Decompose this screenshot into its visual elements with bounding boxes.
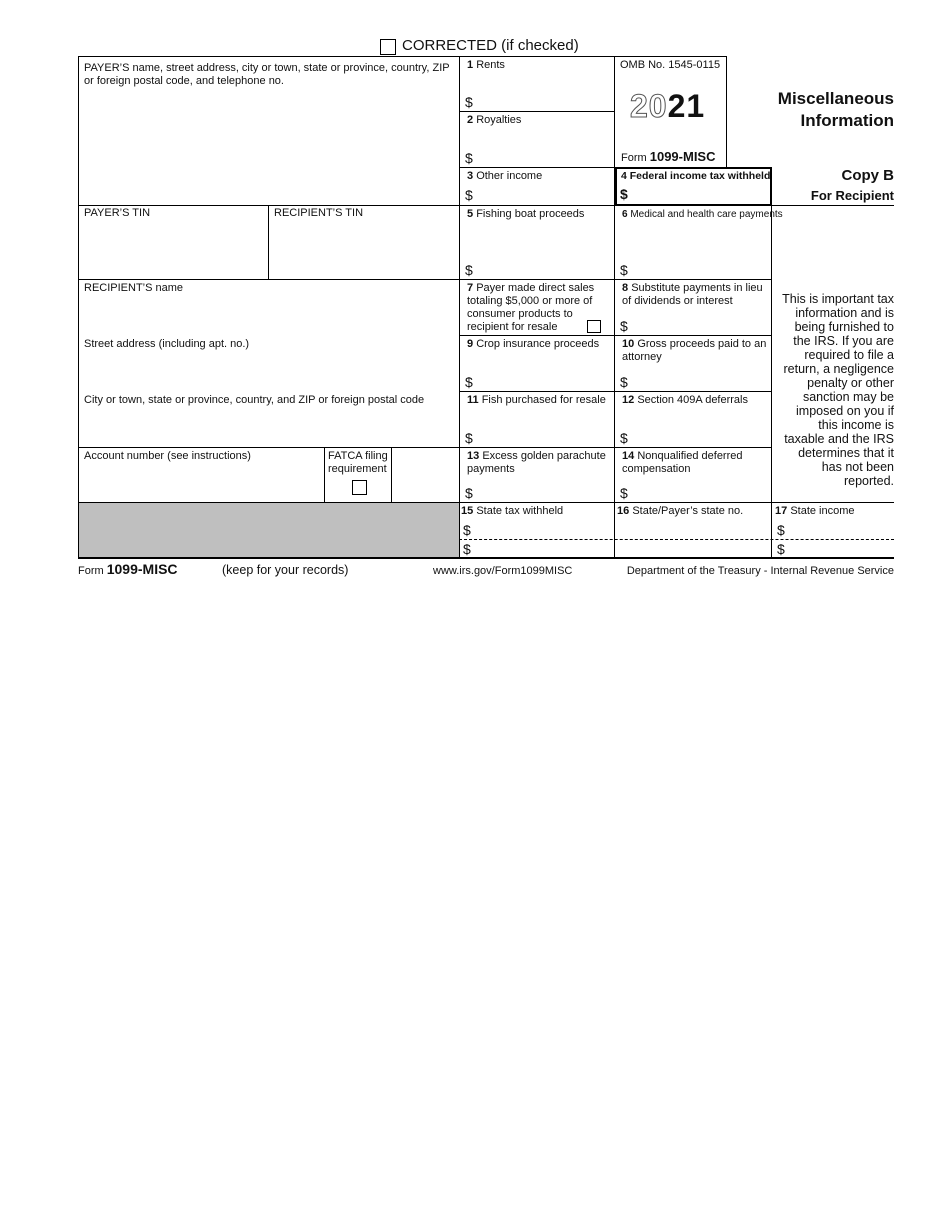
box17-amount-field-1[interactable] bbox=[790, 520, 894, 538]
box15-amount-field-2[interactable] bbox=[476, 540, 612, 556]
box11-label: 11 Fish purchased for resale bbox=[467, 394, 606, 406]
fatca-label: FATCA filing requirement bbox=[328, 450, 388, 475]
box17-dollar-1: $ bbox=[777, 522, 785, 538]
box8-dollar: $ bbox=[620, 318, 628, 334]
box1-label: 1 Rents bbox=[467, 59, 505, 71]
box10-dollar: $ bbox=[620, 374, 628, 390]
box12-label: 12 Section 409A deferrals bbox=[622, 394, 748, 406]
payer-name-label: PAYER’S name, street address, city or town, state or province, country, ZIP or foreign postal code, and telephone no. bbox=[84, 62, 450, 87]
footer-irs-url: www.irs.gov/Form1099MISC bbox=[433, 565, 573, 577]
box4-label: 4 Federal income tax withheld bbox=[621, 170, 771, 182]
box12-amount-field[interactable] bbox=[633, 426, 769, 446]
box5-dollar: $ bbox=[465, 262, 473, 278]
box7-checkbox[interactable] bbox=[587, 320, 601, 333]
corrected-checkbox[interactable] bbox=[380, 39, 396, 55]
box10-amount-field[interactable] bbox=[633, 370, 769, 390]
box13-label: 13 Excess golden parachute payments bbox=[467, 450, 606, 475]
box2-dollar: $ bbox=[465, 150, 473, 166]
box13-dollar: $ bbox=[465, 485, 473, 501]
box8-label: 8 Substitute payments in lieu of dividends or interest bbox=[622, 282, 763, 307]
footer-keep-records: (keep for your records) bbox=[222, 563, 349, 577]
box5-amount-field[interactable] bbox=[478, 258, 612, 278]
city-state-field[interactable] bbox=[80, 408, 458, 446]
account-number-label: Account number (see instructions) bbox=[84, 450, 251, 462]
recipient-tin-label: RECIPIENT’S TIN bbox=[274, 207, 364, 219]
box17-label: 17 State income bbox=[775, 505, 855, 517]
box14-amount-field[interactable] bbox=[633, 481, 769, 501]
street-address-field[interactable] bbox=[80, 352, 458, 392]
box15-label: 15 State tax withheld bbox=[461, 505, 564, 517]
box9-amount-field[interactable] bbox=[478, 370, 612, 390]
box1-amount-field[interactable] bbox=[478, 90, 612, 110]
box2-label: 2 Royalties bbox=[467, 114, 522, 126]
box8-amount-field[interactable] bbox=[633, 314, 769, 334]
box16-field-1[interactable] bbox=[616, 520, 769, 538]
recipient-name-field[interactable] bbox=[80, 296, 458, 336]
payer-name-field[interactable] bbox=[80, 90, 458, 204]
box15-dollar-1: $ bbox=[463, 522, 471, 538]
box17-dollar-2: $ bbox=[777, 541, 785, 557]
box7-label: 7 Payer made direct sales totaling $5,000 or more of consumer products to recipient for resale bbox=[467, 282, 595, 333]
box14-dollar: $ bbox=[620, 485, 628, 501]
box6-dollar: $ bbox=[620, 262, 628, 278]
payer-tin-field[interactable] bbox=[80, 222, 267, 278]
box11-dollar: $ bbox=[465, 430, 473, 446]
box12-dollar: $ bbox=[620, 430, 628, 446]
recipient-tin-field[interactable] bbox=[270, 222, 458, 278]
box16-label: 16 State/Payer’s state no. bbox=[617, 505, 744, 517]
tax-year: 2021 bbox=[630, 88, 706, 124]
copy-b-label: Copy B bbox=[841, 167, 894, 184]
box6-amount-field[interactable] bbox=[633, 258, 769, 278]
recipient-notice: This is important tax information and is being furnished to the IRS. If you are required to file a return, a negligence penalty or other sanction may be imposed on you if this income is taxable and the IRS determines that it has not been reported. bbox=[782, 292, 894, 488]
box15-dollar-2: $ bbox=[463, 541, 471, 557]
box3-label: 3 Other income bbox=[467, 170, 543, 182]
box11-amount-field[interactable] bbox=[478, 426, 612, 446]
box10-label: 10 Gross proceeds paid to an attorney bbox=[622, 338, 767, 363]
box4-amount-field[interactable] bbox=[634, 185, 766, 202]
fatca-checkbox[interactable] bbox=[352, 480, 367, 495]
shaded-area bbox=[79, 503, 459, 557]
box17-amount-field-2[interactable] bbox=[790, 540, 894, 556]
box9-label: 9 Crop insurance proceeds bbox=[467, 338, 600, 350]
corrected-label: CORRECTED (if checked) bbox=[402, 37, 579, 54]
footer-form-name: Form 1099-MISC bbox=[78, 561, 178, 577]
box2-amount-field[interactable] bbox=[478, 146, 612, 166]
street-address-label: Street address (including apt. no.) bbox=[84, 338, 250, 350]
box14-label: 14 Nonqualified deferred compensation bbox=[622, 450, 743, 475]
form-title: Miscellaneous Information bbox=[777, 89, 894, 130]
city-state-label: City or town, state or province, country, and ZIP or foreign postal code bbox=[84, 394, 425, 406]
payer-tin-label: PAYER’S TIN bbox=[84, 207, 151, 219]
box5-label: 5 Fishing boat proceeds bbox=[467, 208, 585, 220]
box13-amount-field[interactable] bbox=[478, 481, 612, 501]
box9-dollar: $ bbox=[465, 374, 473, 390]
recipient-name-label: RECIPIENT’S name bbox=[84, 282, 184, 294]
footer-department: Department of the Treasury - Internal Revenue Service bbox=[626, 565, 894, 577]
box4-dollar: $ bbox=[620, 186, 628, 202]
omb-number: OMB No. 1545-0115 bbox=[620, 59, 721, 71]
box1-dollar: $ bbox=[465, 94, 473, 110]
box15-amount-field-1[interactable] bbox=[476, 520, 612, 538]
box3-dollar: $ bbox=[465, 187, 473, 203]
account-number-field[interactable] bbox=[80, 464, 323, 501]
box3-amount-field[interactable] bbox=[478, 185, 612, 204]
box16-field-2[interactable] bbox=[616, 540, 769, 556]
form-name-header: Form 1099-MISC bbox=[621, 149, 716, 164]
box6-label: 6 Medical and health care payments bbox=[622, 209, 783, 220]
for-recipient-label: For Recipient bbox=[810, 188, 894, 203]
